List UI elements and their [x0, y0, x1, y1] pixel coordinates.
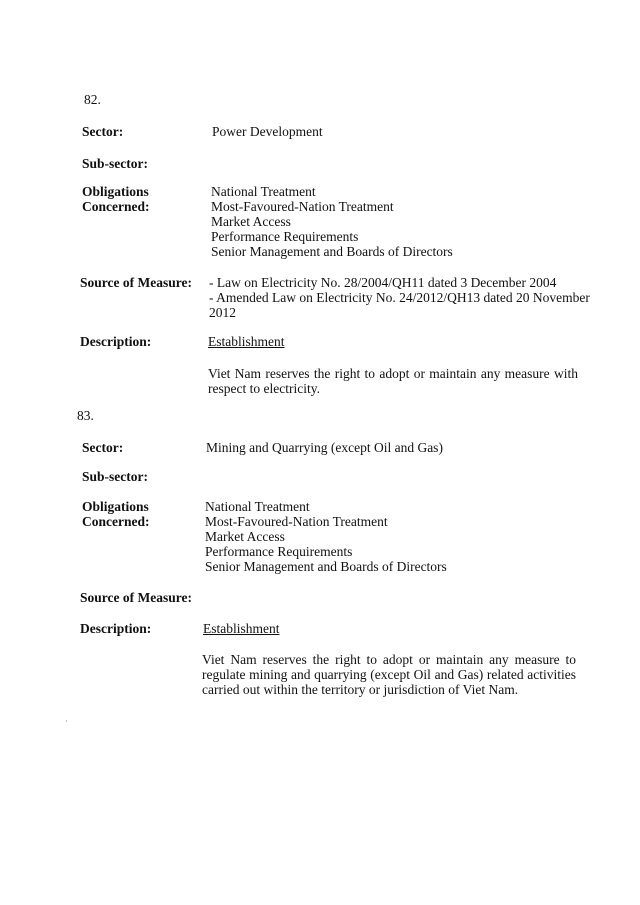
obligation-item: Performance Requirements	[211, 229, 359, 244]
entry-number: 83.	[77, 408, 94, 423]
obligation-item: Senior Management and Boards of Directors	[205, 559, 447, 574]
scan-mark	[66, 720, 67, 722]
description-heading: Establishment	[203, 621, 280, 636]
obligation-item: Market Access	[211, 214, 291, 229]
obligation-item: Performance Requirements	[205, 544, 353, 559]
obligations-list	[205, 499, 447, 574]
description-text: Viet Nam reserves the right to adopt or maintain any measure to regulate mining and quarrying (except Oil and Gas) related activities carried out within the territory or jurisdiction of Viet Nam.	[202, 652, 576, 697]
description-label: Description:	[80, 334, 152, 349]
obligation-item: National Treatment	[211, 184, 316, 199]
obligations-label	[82, 184, 150, 214]
entry-number: 82.	[84, 92, 101, 107]
source-list	[209, 275, 590, 320]
obligation-item: Market Access	[205, 529, 285, 544]
obligations-list	[211, 184, 453, 259]
obligation-item: Most-Favoured-Nation Treatment	[211, 199, 394, 214]
subsector-label: Sub-sector:	[82, 469, 148, 484]
obligations-label-line: Concerned:	[82, 514, 150, 529]
subsector-label: Sub-sector:	[82, 156, 148, 171]
sector-label: Sector:	[82, 124, 124, 139]
source-line: 2012	[209, 305, 236, 320]
obligations-label-line: Obligations	[82, 184, 149, 199]
source-line: - Amended Law on Electricity No. 24/2012/QH13 dated 20 November	[209, 290, 590, 305]
source-line: - Law on Electricity No. 28/2004/QH11 dated 3 December 2004	[209, 275, 557, 290]
obligation-item: Most-Favoured-Nation Treatment	[205, 514, 388, 529]
description-heading: Establishment	[208, 334, 285, 349]
obligations-label	[82, 499, 150, 529]
obligations-label-line: Concerned:	[82, 199, 150, 214]
source-label: Source of Measure:	[80, 275, 192, 290]
sector-label: Sector:	[82, 440, 124, 455]
sector-value: Mining and Quarrying (except Oil and Gas)	[206, 440, 443, 455]
obligations-label-line: Obligations	[82, 499, 149, 514]
obligation-item: Senior Management and Boards of Directors	[211, 244, 453, 259]
source-label: Source of Measure:	[80, 590, 192, 605]
description-text: Viet Nam reserves the right to adopt or maintain any measure with respect to electricity.	[208, 366, 578, 396]
obligation-item: National Treatment	[205, 499, 310, 514]
description-label: Description:	[80, 621, 152, 636]
sector-value: Power Development	[212, 124, 323, 139]
